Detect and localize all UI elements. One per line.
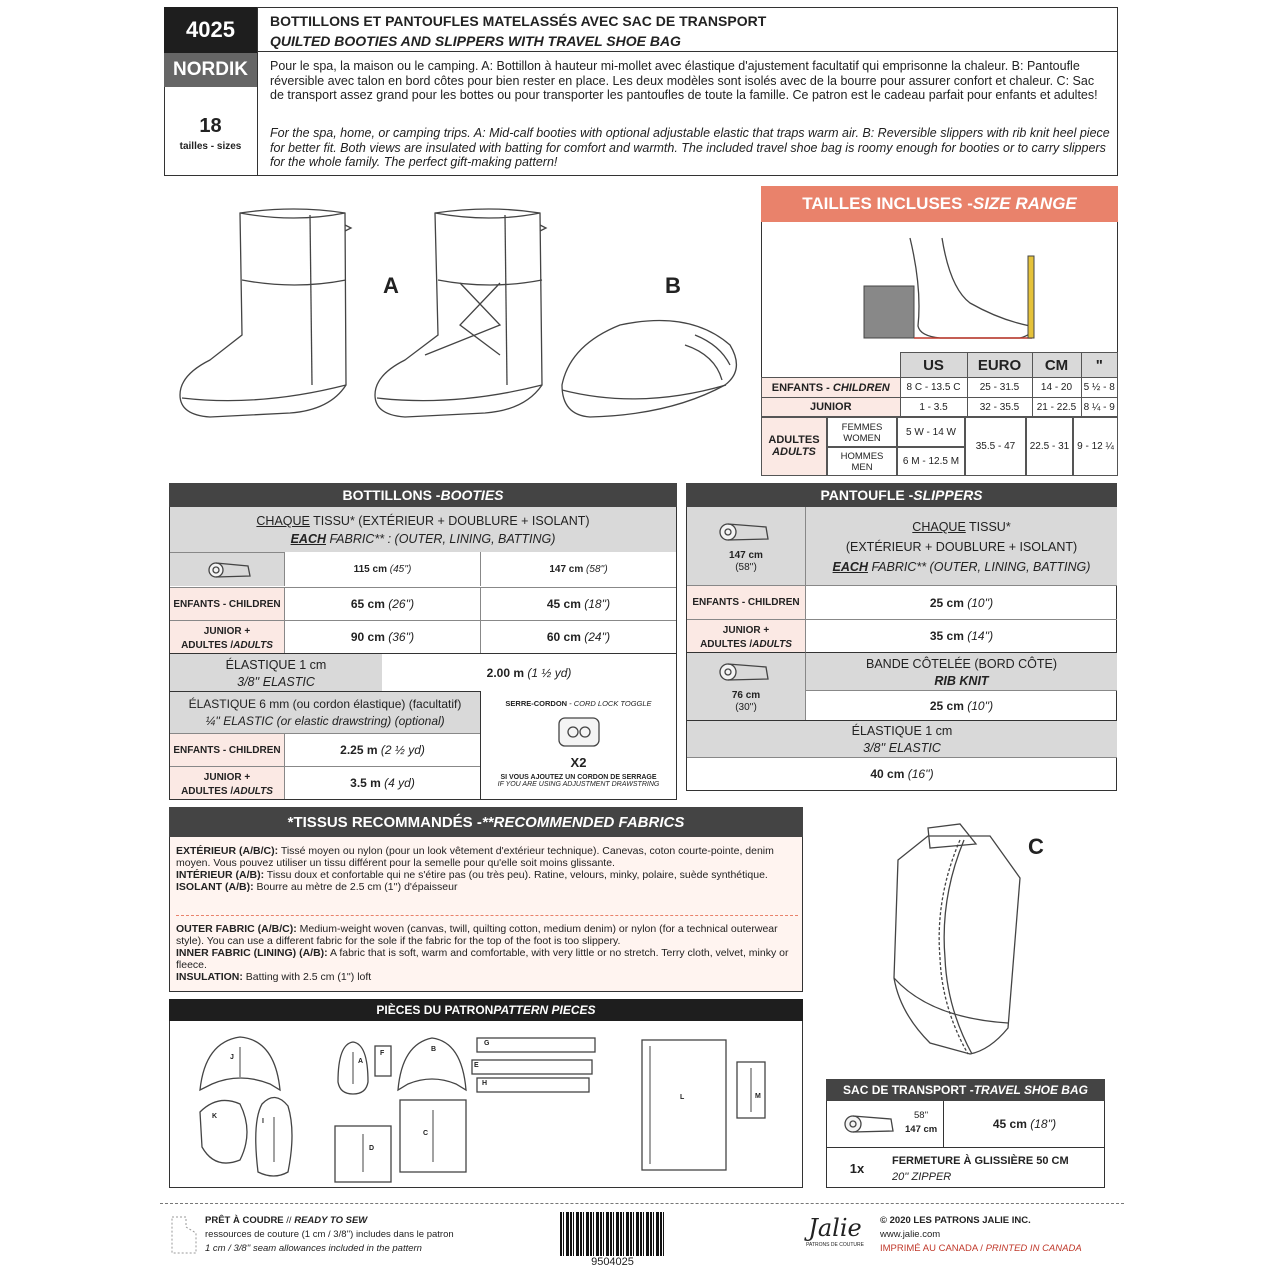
slippers-width-cell: 147 cm (58'') (687, 507, 805, 585)
jalie-logo: Jalie PATRONS DE COUTURE (806, 1214, 864, 1248)
fabric-fr-insulation: ISOLANT (A/B): Bourre au mètre de 2.5 cm (1'') d'épaisseur (176, 881, 458, 893)
rib-knit-label: BANDE CÔTELÉE (BORD CÔTE) RIB KNIT (805, 652, 1117, 690)
sizes-label: tailles - sizes (179, 141, 242, 152)
junior-cm: 21 - 22.5 (1032, 398, 1081, 417)
adults-cm: 22.5 - 31 (1026, 417, 1073, 476)
printed-in-canada: IMPRIMÉ AU CANADA / PRINTED IN CANADA (880, 1243, 1082, 1254)
fabric-roll-icon (716, 519, 776, 545)
slippers-children-value: 25 cm (10'') (805, 585, 1117, 619)
zipper-label: FERMETURE À GLISSIÈRE 50 CM 20'' ZIPPER (892, 1155, 1069, 1183)
booties-junior-147: 60 cm (24'') (480, 620, 676, 653)
piece-l: L (680, 1094, 685, 1101)
piece-d: D (369, 1145, 375, 1152)
description-en: For the spa, home, or camping trips. A: Mid-calf booties with optional adjustable elastic that traps warm air. B: Reversible slippers with rib knit heel piece for better fit. Both views are insulated with batting for comfort and warmth. The included travel shoe bag is roomy enough for booties or to carry slippers for the whole family. The perfect gift-making pattern! (270, 126, 1110, 169)
piece-i: I (262, 1118, 264, 1125)
piece-a: A (358, 1058, 364, 1065)
view-b-label: B (665, 273, 681, 298)
copyright-block (880, 1214, 1082, 1256)
view-a-label: A (383, 273, 399, 298)
piece-e: E (474, 1062, 479, 1069)
slippers-row-children: ENFANTS - CHILDREN (687, 585, 805, 619)
slippers-row-junior: JUNIOR + ADULTES /ADULTS (687, 619, 805, 652)
booties-row-children: ENFANTS - CHILDREN (170, 587, 284, 620)
junior-euro: 32 - 35.5 (967, 398, 1032, 417)
fabrics-title: *TISSUS RECOMMANDÉS - **RECOMMENDED FABRICS (169, 807, 803, 837)
pattern-pieces-title: PIÈCES DU PATRON PATTERN PIECES (169, 999, 803, 1021)
children-euro: 25 - 31.5 (967, 378, 1032, 398)
row-adults: ADULTES ADULTS (761, 417, 827, 476)
barcode (560, 1212, 665, 1256)
fabric-en-insulation: INSULATION: Batting with 2.5 cm (1'') loft (176, 971, 372, 983)
fabric-roll-icon (841, 1111, 901, 1137)
junior-inch: 8 ¼ - 9 (1081, 398, 1118, 417)
col-us: US (900, 353, 967, 378)
rib-width-cell: 76 cm (30'') (687, 652, 805, 720)
view-c-label: C (1028, 834, 1044, 859)
children-us: 8 C - 13.5 C (900, 378, 967, 398)
piece-m: M (755, 1093, 761, 1100)
col-cm: CM (1032, 353, 1081, 378)
rib-knit-value: 25 cm (10'') (805, 690, 1117, 720)
fabric-roll-icon (206, 558, 256, 582)
cord-note-en: IF YOU ARE USING ADJUSTMENT DRAWSTRING (497, 781, 660, 788)
piece-k: K (212, 1113, 218, 1120)
booties-elastic-1cm-value: 2.00 m (1 ½ yd) (382, 653, 676, 691)
booties-elastic-1cm-label: ÉLASTIQUE 1 cm 3/8'' ELASTIC (170, 653, 382, 691)
booties-fabric-header: CHAQUE TISSU* (EXTÉRIEUR + DOUBLURE + ISOLANT) EACH FABRIC** : (OUTER, LINING, BATTING) (170, 507, 676, 552)
piece-b: B (431, 1046, 437, 1053)
booties-e6-children: 2.25 m (2 ½ yd) (284, 733, 480, 766)
fabric-fr-outer: EXTÉRIEUR (A/B/C): Tissé moyen ou nylon (pour un look vêtement d'extérieur technique). Canevas, coton courte-pointe, denim moyen. Vous pouvez utiliser un tissu différent pour la semelle pour qu'elle soit moins glissante. (176, 845, 774, 869)
copyright: © 2020 LES PATRONS JALIE INC. (880, 1215, 1031, 1226)
slippers-title: PANTOUFLE - SLIPPERS (686, 483, 1117, 507)
booties-width-147: 147 cm (58'') (480, 552, 676, 586)
size-range-title-fr: TAILLES INCLUSES - (802, 194, 973, 213)
piece-h: H (482, 1080, 488, 1087)
booties-title: BOTTILLONS - BOOTIES (169, 483, 677, 507)
size-range-title (761, 186, 1118, 222)
pattern-number: 4025 (164, 7, 257, 53)
booties-e6-row-junior: JUNIOR + ADULTES /ADULTS (170, 766, 284, 799)
slippers-junior-value: 35 cm (14'') (805, 619, 1117, 652)
ready-to-sew: PRÊT À COUDRE // READY TO SEW ressources de couture (1 cm / 3/8'') includes dans le patron 1 cm / 3/8'' seam allowances included in the pattern (205, 1215, 454, 1254)
bag-fabric-value: 45 cm (18'') (943, 1101, 1105, 1147)
barcode-number: 9504025 (560, 1256, 665, 1268)
slippers-elastic-value: 40 cm (16'') (687, 757, 1117, 790)
col-inch: " (1081, 353, 1118, 378)
women-us: 5 W - 14 W (897, 417, 965, 447)
cord-note-fr: SI VOUS AJOUTEZ UN CORDON DE SERRAGE (500, 774, 657, 781)
col-euro: EURO (967, 353, 1032, 378)
piece-g: G (484, 1040, 490, 1047)
bootie-drawing-a (170, 195, 740, 435)
booties-children-115: 65 cm (26'') (284, 587, 480, 620)
bag-width-cell (827, 1101, 943, 1147)
fabrics-en (176, 923, 798, 983)
title-en: QUILTED BOOTIES AND SLIPPERS WITH TRAVEL SHOE BAG (270, 33, 681, 49)
sizes-count: 18 (199, 115, 222, 137)
fabric-en-outer: OUTER FABRIC (A/B/C): Medium-weight woven (canvas, twill, quilting cotton, medium denim) or nylon (for a technical outerwear style). You can use a different fabric for the sole if the fabric for the top of the foot is too slippery. (176, 923, 778, 947)
slippers-fabric-header: CHAQUE TISSU* (EXTÉRIEUR + DOUBLURE + ISOLANT) EACH FABRIC** (OUTER, LINING, BATTING) (805, 507, 1117, 585)
size-range-title-en: SIZE RANGE (972, 194, 1077, 213)
adults-euro: 35.5 - 47 (965, 417, 1026, 476)
booties-junior-115: 90 cm (36'') (284, 620, 480, 653)
adults-women: FEMMES WOMEN (827, 417, 897, 447)
fabric-en-inner: INNER FABRIC (LINING) (A/B): A fabric that is soft, warm and comfortable, with very little or no stretch. Terry cloth, velvet, minky or fleece. (176, 947, 789, 971)
zipper-qty: 1x (849, 1160, 865, 1176)
booties-e6-row-children: ENFANTS - CHILDREN (170, 733, 284, 766)
booties-elastic-6mm-label: ÉLASTIQUE 6 mm (ou cordon élastique) (facultatif) ¼'' ELASTIC (or elastic drawstring) (optional) (170, 691, 480, 733)
brand-name: NORDIK (164, 53, 257, 87)
ready-to-sew-icon (168, 1213, 200, 1257)
booties-children-147: 45 cm (18'') (480, 587, 676, 620)
bag-width-inch: 58'' (914, 1110, 929, 1121)
booties-e6-junior: 3.5 m (4 yd) (284, 766, 480, 799)
fabric-roll-icon (716, 659, 776, 685)
shoe-bag-drawing-c (880, 818, 1030, 1063)
piece-f: F (380, 1050, 385, 1057)
junior-us: 1 - 3.5 (900, 398, 967, 417)
bag-width-cm: 147 cm (905, 1124, 938, 1135)
fabrics-fr (176, 845, 798, 893)
booties-width-115: 115 cm (45'') (284, 552, 480, 586)
fabric-fr-inner: INTÉRIEUR (A/B): Tissu doux et confortable qui ne s'étire pas (ou très peu). Ratine, velours, minky, polaire, suède synthétique. (176, 869, 768, 881)
adults-men: HOMMES MEN (827, 447, 897, 476)
description-fr: Pour le spa, la maison ou le camping. A: Bottillon à hauteur mi-mollet avec élastique d'ajustement facultatif qui emprisonne la chaleur. B: Pantoufle réversible avec talon en bord côtes pour bien rester en place. Les deux modèles sont isolés avec de la bourre pour assurer confort et chaleur. C: Sac de transport assez grand pour les bottes ou pour transporter les pantoufles de toute la famille. Ce patron est le cadeau parfait pour enfants et adultes! (270, 59, 1098, 102)
children-cm: 14 - 20 (1032, 378, 1081, 398)
piece-j: J (230, 1054, 234, 1061)
booties-row-junior: JUNIOR + ADULTES /ADULTS (170, 620, 284, 653)
title-fr: BOTTILLONS ET PANTOUFLES MATELASSÉS AVEC SAC DE TRANSPORT (270, 13, 767, 29)
row-children: ENFANTS - CHILDREN (762, 378, 901, 398)
cord-lock-cell: SERRE-CORDON - CORD LOCK TOGGLE X2 SI VOUS AJOUTEZ UN CORDON DE SERRAGE IF YOU ARE USING ADJUSTMENT DRAWSTRING (481, 691, 676, 799)
row-junior: JUNIOR (762, 398, 901, 417)
adults-inch: 9 - 12 ¼ (1073, 417, 1118, 476)
children-inch: 5 ½ - 8 (1081, 378, 1118, 398)
men-us: 6 M - 12.5 M (897, 447, 965, 476)
bag-title: SAC DE TRANSPORT - TRAVEL SHOE BAG (826, 1079, 1105, 1101)
foot-measure-icon (850, 228, 1050, 346)
sizes-box (164, 87, 257, 176)
slippers-elastic-label: ÉLASTIQUE 1 cm 3/8'' ELASTIC (687, 720, 1117, 757)
cord-lock-icon (549, 714, 609, 750)
cord-lock-qty: X2 (570, 755, 587, 770)
size-table (761, 352, 1118, 417)
piece-c: C (423, 1130, 429, 1137)
website: www.jalie.com (880, 1229, 941, 1240)
